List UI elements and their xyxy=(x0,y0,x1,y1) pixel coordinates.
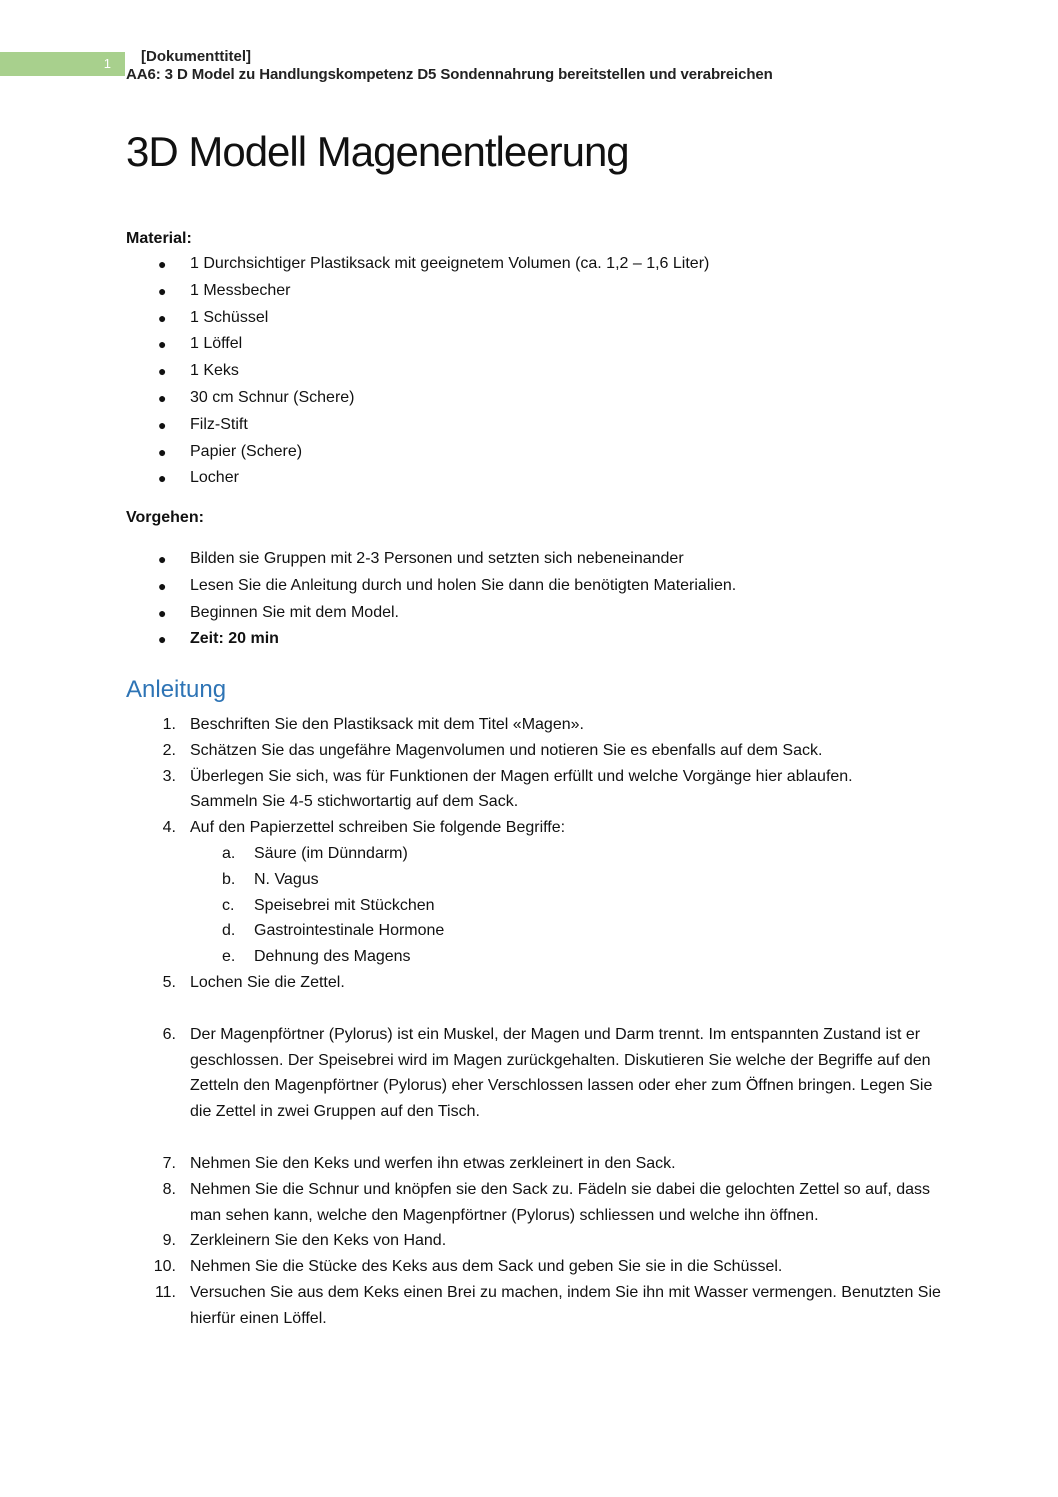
bullet-icon: ● xyxy=(158,309,167,326)
substep-list xyxy=(190,841,946,970)
bullet-icon: ● xyxy=(158,577,167,594)
step-item xyxy=(126,1151,946,1177)
bullet-icon: ● xyxy=(158,551,167,567)
substep-item xyxy=(190,867,946,893)
step-number: 4. xyxy=(162,819,176,837)
vorgehen-list xyxy=(126,546,736,653)
substep-item xyxy=(190,918,946,944)
substep-text: Gastrointestinale Hormone xyxy=(254,922,445,940)
step-item xyxy=(126,1022,946,1125)
list-item xyxy=(126,626,736,653)
step-text: Nehmen Sie die Schnur und knöpfen sie den Sack zu. Fädeln sie dabei die gelochten Zettel so auf, dass man sehen kann, welche den Magenpförtner (Pylorus) schliessen und welche ihn öffnen. xyxy=(190,1180,931,1224)
list-item xyxy=(126,331,709,358)
step-number: 8. xyxy=(162,1180,176,1198)
list-item-text: 1 Schüssel xyxy=(190,308,269,326)
anleitung-heading: Anleitung xyxy=(126,676,227,703)
step-text: Auf den Papierzettel schreiben Sie folgende Begriffe: xyxy=(190,819,566,837)
bullet-icon: ● xyxy=(158,631,167,648)
page-number: 1 xyxy=(103,56,111,71)
bullet-icon: ● xyxy=(158,282,167,299)
step-item xyxy=(126,738,946,764)
list-item-text: Lesen Sie die Anleitung durch und holen Sie dann die benötigten Materialien. xyxy=(190,576,737,594)
bullet-icon: ● xyxy=(158,604,167,621)
list-item xyxy=(126,600,736,627)
step-text: Nehmen Sie den Keks und werfen ihn etwas zerkleinert in den Sack. xyxy=(190,1154,676,1172)
list-item-text: 1 Löffel xyxy=(190,335,243,353)
list-item xyxy=(126,358,709,385)
page-number-tab xyxy=(0,52,125,76)
step-number: 2. xyxy=(162,741,176,759)
step-text: Beschriften Sie den Plastiksack mit dem Titel «Magen». xyxy=(190,716,584,733)
step-number: 10. xyxy=(153,1258,176,1276)
step-item xyxy=(126,764,946,816)
list-item xyxy=(126,251,709,278)
list-item xyxy=(126,412,709,439)
bullet-icon: ● xyxy=(158,416,167,433)
step-item xyxy=(126,970,946,996)
time-info: Zeit: 20 min xyxy=(190,630,279,648)
list-item-text: 1 Messbecher xyxy=(190,281,291,299)
step-number: 6. xyxy=(162,1025,176,1043)
bullet-icon: ● xyxy=(158,443,167,460)
step-text: Schätzen Sie das ungefähre Magenvolumen und notieren Sie es ebenfalls auf dem Sack. xyxy=(190,741,823,759)
step-number: 9. xyxy=(162,1232,176,1250)
step-item xyxy=(126,1280,946,1332)
substep-item xyxy=(190,944,946,970)
bullet-icon: ● xyxy=(158,389,167,406)
material-label: Material: xyxy=(126,230,192,247)
step-text: Der Magenpförtner (Pylorus) ist ein Muskel, der Magen und Darm trennt. Im entspannten Zustand ist er geschlossen. Der Speisebrei wird im Magen zurückgehalten. Diskutieren Sie welche der Begriffe auf den Zetteln den Magenpförtner (Pylorus) eher Verschlossen lassen oder eher zum Öffnen bringen. Legen Sie die Zettel in zwei Gruppen auf den Tisch. xyxy=(190,1025,933,1121)
header-subtitle: AA6: 3 D Model zu Handlungskompetenz D5 Sondennahrung bereitstellen und verabreichen xyxy=(126,66,773,83)
step-item xyxy=(126,815,946,970)
step-number: 3. xyxy=(162,767,176,785)
list-item-text: Locher xyxy=(190,469,239,487)
step-number: 1. xyxy=(162,716,176,733)
substep-letter: d. xyxy=(222,922,236,940)
step-text: Nehmen Sie die Stücke des Keks aus dem Sack und geben Sie sie in die Schüssel. xyxy=(190,1258,783,1276)
list-item-text: Papier (Schere) xyxy=(190,442,303,460)
list-item xyxy=(126,439,709,466)
step-number: 7. xyxy=(162,1154,176,1172)
step-item xyxy=(126,1254,946,1280)
material-list xyxy=(126,251,709,492)
step-text: Zerkleinern Sie den Keks von Hand. xyxy=(190,1232,447,1250)
step-text: Überlegen Sie sich, was für Funktionen der Magen erfüllt und welche Vorgänge hier ablaufen. Sammeln Sie 4-5 stichwortartig auf dem Sack. xyxy=(190,767,853,811)
list-item xyxy=(126,385,709,412)
list-item xyxy=(126,546,736,573)
list-item-text: Bilden sie Gruppen mit 2-3 Personen und setzten sich nebeneinander xyxy=(190,550,684,567)
step-item xyxy=(126,1228,946,1254)
substep-letter: b. xyxy=(222,870,236,888)
list-item-text: Beginnen Sie mit dem Model. xyxy=(190,603,399,621)
substep-text: Speisebrei mit Stückchen xyxy=(254,896,435,914)
step-number: 11. xyxy=(154,1283,176,1301)
list-item-text: 30 cm Schnur (Schere) xyxy=(190,388,355,406)
page-title: 3D Modell Magenentleerung xyxy=(126,128,629,175)
step-number: 5. xyxy=(162,973,176,991)
list-item-text: Filz-Stift xyxy=(190,415,248,433)
substep-letter: c. xyxy=(222,896,235,914)
step-item xyxy=(126,712,946,738)
list-item-text: 1 Durchsichtiger Plastiksack mit geeignetem Volumen (ca. 1,2 – 1,6 Liter) xyxy=(190,255,710,272)
bullet-icon: ● xyxy=(158,336,167,353)
vorgehen-label: Vorgehen: xyxy=(126,509,204,526)
list-item xyxy=(126,278,709,305)
substep-letter: e. xyxy=(222,948,236,966)
step-item xyxy=(126,1177,946,1229)
list-item xyxy=(126,465,709,492)
substep-item xyxy=(190,893,946,919)
header-document-title: [Dokumenttitel] xyxy=(141,48,251,65)
substep-text: Säure (im Dünndarm) xyxy=(254,844,408,862)
step-text: Versuchen Sie aus dem Keks einen Brei zu machen, indem Sie ihn mit Wasser vermengen. Benutzten Sie hierfür einen Löffel. xyxy=(190,1283,941,1327)
bullet-icon: ● xyxy=(158,470,167,487)
bullet-icon: ● xyxy=(158,363,167,380)
list-item-text: 1 Keks xyxy=(190,362,239,380)
bullet-icon: ● xyxy=(158,256,167,272)
substep-text: Dehnung des Magens xyxy=(254,948,411,966)
list-item xyxy=(126,573,736,600)
step-text: Lochen Sie die Zettel. xyxy=(190,973,345,991)
substep-item xyxy=(190,841,946,867)
instruction-steps xyxy=(126,712,946,1332)
substep-letter: a. xyxy=(222,844,236,862)
substep-text: N. Vagus xyxy=(254,870,319,888)
list-item xyxy=(126,305,709,332)
